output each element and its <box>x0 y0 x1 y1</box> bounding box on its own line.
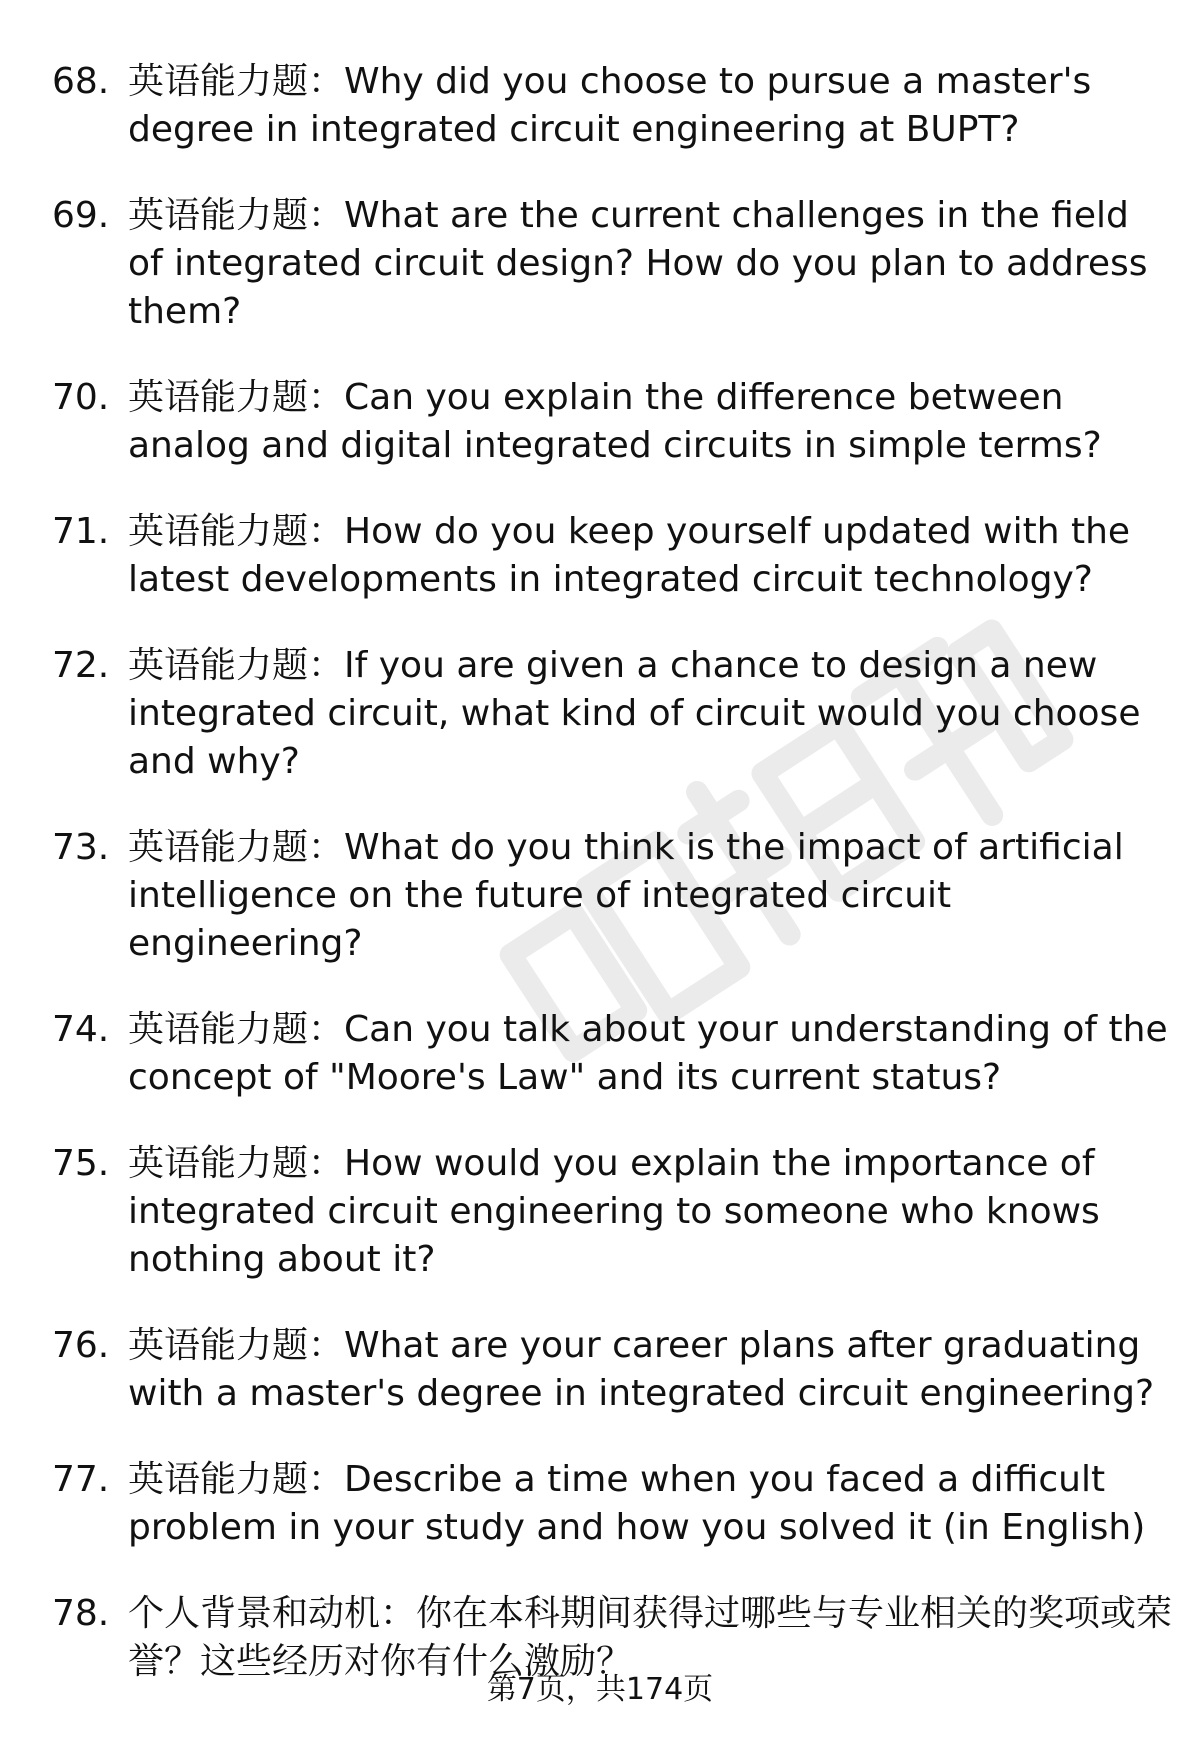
list-item <box>52 824 1172 968</box>
question-number: 70. <box>52 377 110 418</box>
list-item <box>52 192 1172 336</box>
question-number: 71. <box>52 511 110 552</box>
question-text: 英语能力题：What are your career plans after graduating with a master's degree in integrated circuit engineering? <box>128 1325 1155 1414</box>
question-number: 68. <box>52 61 110 102</box>
question-text: 英语能力题：What are the current challenges in the field of integrated circuit design? How do you plan to address them? <box>128 195 1148 332</box>
question-number: 69. <box>52 195 110 236</box>
list-item <box>52 58 1172 154</box>
question-number: 78. <box>52 1593 110 1634</box>
question-text: 英语能力题：How would you explain the importance of integrated circuit engineering to someone who knows nothing about it? <box>128 1143 1100 1280</box>
question-text: 英语能力题：Describe a time when you faced a difficult problem in your study and how you solved it (in English) <box>128 1459 1146 1548</box>
list-item <box>52 1006 1172 1102</box>
list-item <box>52 1456 1172 1552</box>
question-text: 英语能力题：Can you explain the difference between analog and digital integrated circuits in simple terms? <box>128 377 1102 466</box>
list-item <box>52 642 1172 786</box>
question-text: 英语能力题：How do you keep yourself updated with the latest developments in integrated circuit technology? <box>128 511 1131 600</box>
question-number: 74. <box>52 1009 110 1050</box>
question-text: 英语能力题：If you are given a chance to design a new integrated circuit, what kind of circuit would you choose and why? <box>128 645 1141 782</box>
question-text: 英语能力题：What do you think is the impact of artificial intelligence on the future of integrated circuit engineering? <box>128 827 1124 964</box>
list-item <box>52 1140 1172 1284</box>
list-item <box>52 374 1172 470</box>
question-number: 75. <box>52 1143 110 1184</box>
question-number: 77. <box>52 1459 110 1500</box>
question-number: 76. <box>52 1325 110 1366</box>
question-list <box>52 58 1172 1720</box>
list-item <box>52 1322 1172 1418</box>
question-text: 个人背景和动机：你在本科期间获得过哪些与专业相关的奖项或荣誉？这些经历对你有什么激励？ <box>128 1593 1173 1682</box>
list-item <box>52 508 1172 604</box>
question-text: 英语能力题：Why did you choose to pursue a master's degree in integrated circuit engineering at BUPT? <box>128 61 1092 150</box>
page-indicator: 第7页，共174页 <box>486 1672 714 1707</box>
question-number: 72. <box>52 645 110 686</box>
question-text: 英语能力题：Can you talk about your understanding of the concept of "Moore's Law" and its current status? <box>128 1009 1168 1098</box>
question-number: 73. <box>52 827 110 868</box>
